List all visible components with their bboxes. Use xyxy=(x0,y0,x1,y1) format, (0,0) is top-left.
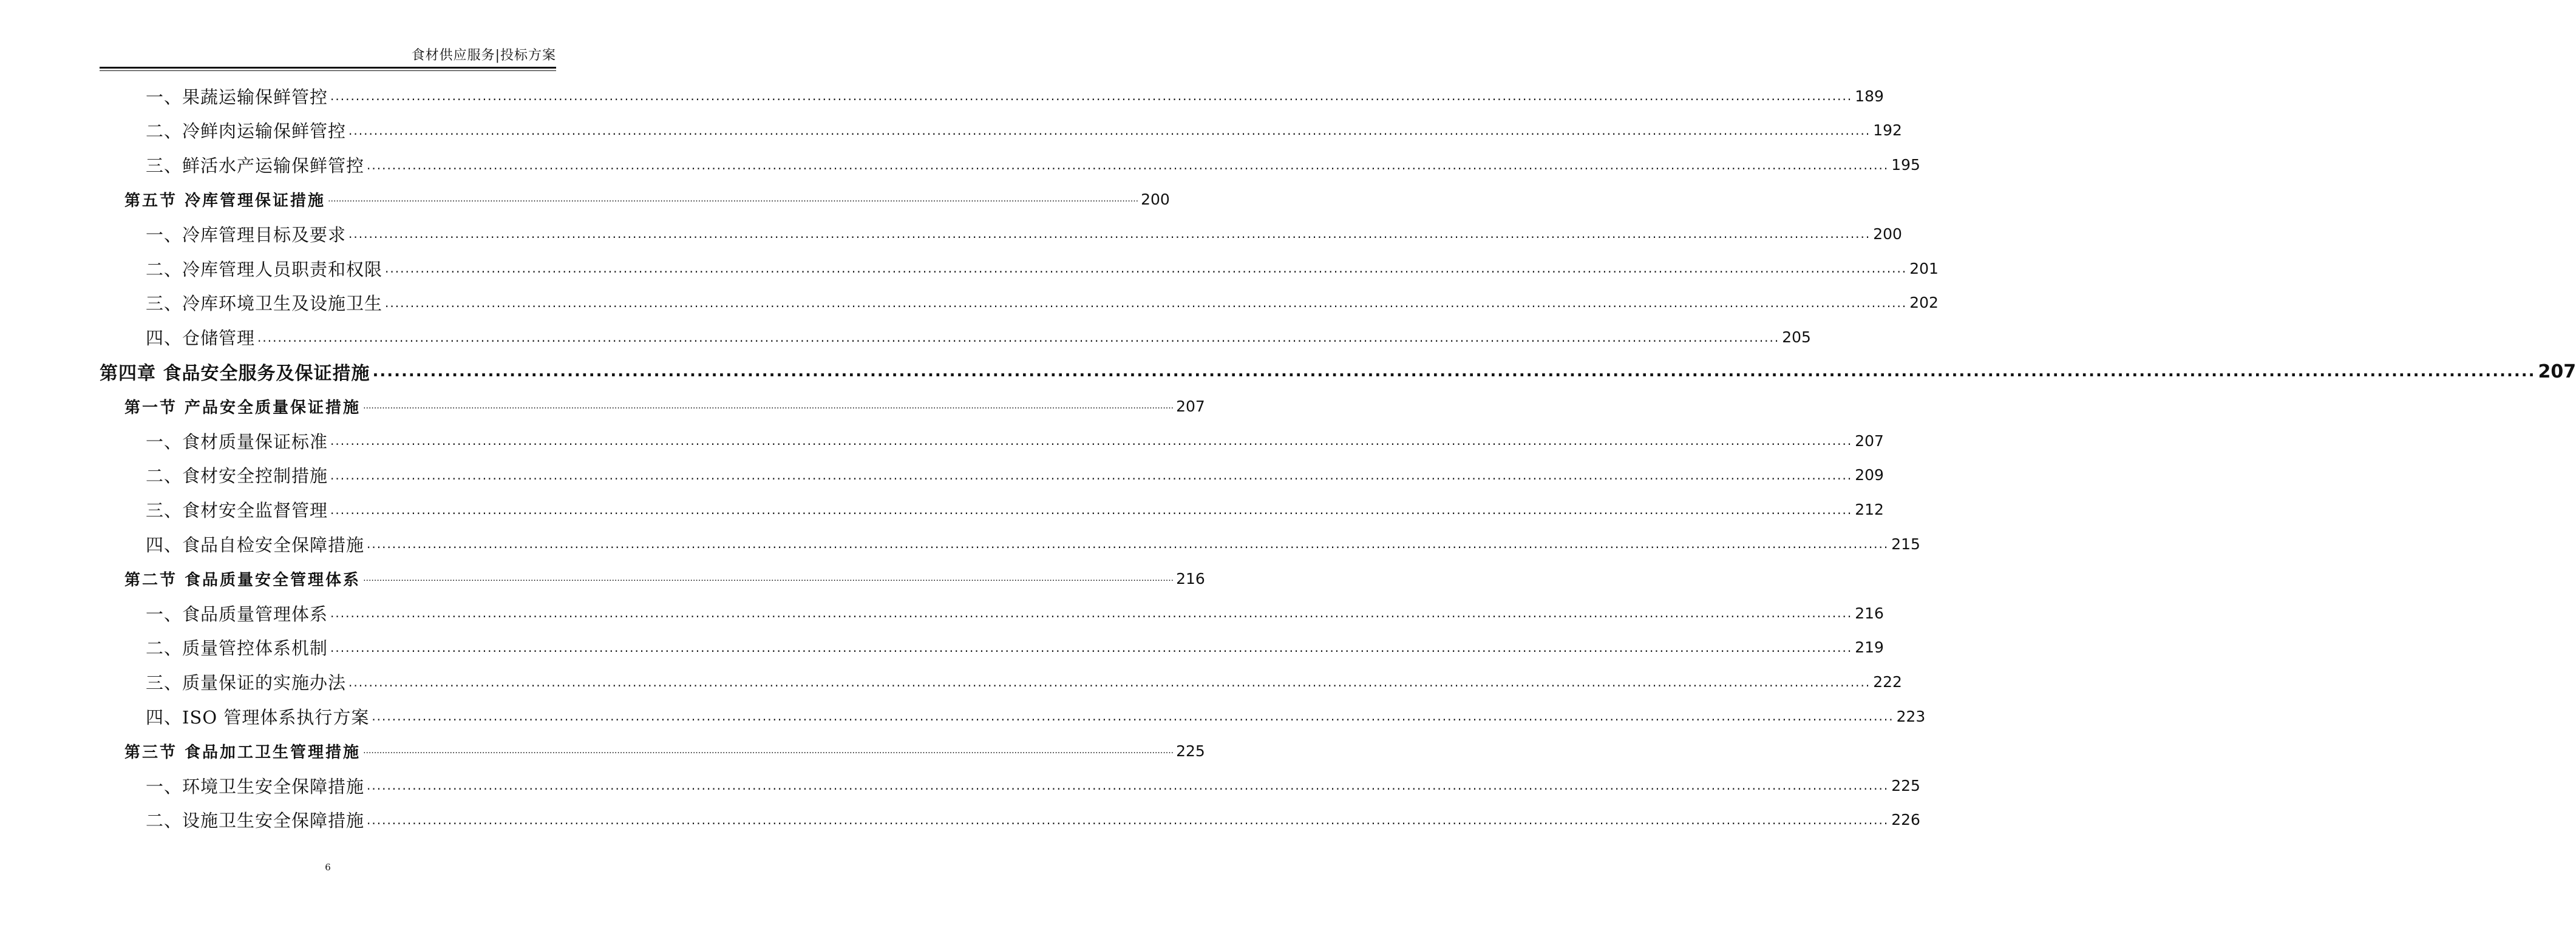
toc-entry[interactable] xyxy=(146,527,1920,561)
toc-entry[interactable] xyxy=(124,561,1205,595)
toc-entry[interactable] xyxy=(146,665,1902,699)
toc-entry-page-number: 219 xyxy=(1855,638,1884,657)
toc-entry-page-number: 205 xyxy=(1782,328,1811,347)
toc-entry-label: 四、食品自检安全保障措施 xyxy=(146,534,365,555)
toc-entry-page-number: 189 xyxy=(1855,87,1884,105)
running-header-title: 食材供应服务|投标方案 xyxy=(411,48,556,63)
toc-entry-page-number: 207 xyxy=(2538,361,2576,382)
toc-entry[interactable] xyxy=(124,389,1205,423)
toc-dot-leader: ............................................................................................................................................................................................................................................................................................................ xyxy=(328,194,1139,205)
toc-entry[interactable] xyxy=(146,596,1884,630)
toc-entry-label: 一、食材质量保证标准 xyxy=(146,431,328,452)
header-rule-thin xyxy=(100,70,556,71)
toc-entry[interactable] xyxy=(146,113,1902,147)
toc-entry-page-number: 209 xyxy=(1855,466,1884,484)
toc-entry-page-number: 200 xyxy=(1141,190,1170,208)
toc-dot-leader: ............................................................................................................................................................................................................................................................................................................ xyxy=(363,574,1174,584)
toc-dot-leader: ............................................................................................................................................................................................................................................................................................................ xyxy=(330,89,1853,103)
toc-entry-label: 二、食材安全控制措施 xyxy=(146,466,328,487)
toc-entry-page-number: 222 xyxy=(1873,673,1902,691)
toc-entry-label: 第一节 产品安全质量保证措施 xyxy=(124,398,361,417)
toc-entry-page-number: 226 xyxy=(1891,811,1920,829)
toc-entry-page-number: 200 xyxy=(1873,225,1902,243)
toc-entry-page-number: 207 xyxy=(1176,397,1205,415)
toc-entry-label: 二、质量管控体系机制 xyxy=(146,638,328,659)
toc-dot-leader: ............................................................................................................................................................................................................................................................................................................ xyxy=(257,330,1780,345)
toc-entry-page-number: 192 xyxy=(1873,121,1902,140)
toc-entry-page-number: 201 xyxy=(1909,259,1939,277)
toc-entry[interactable] xyxy=(146,320,1811,354)
toc-dot-leader: ............................................................................................................................................................................................................................................................................................................ xyxy=(330,502,1853,517)
toc-entry[interactable] xyxy=(146,768,1920,802)
toc-entry[interactable] xyxy=(146,631,1884,665)
toc-dot-leader: ............................................................................................................................................................................................................................................................................................................ xyxy=(367,812,1889,827)
toc-entry[interactable] xyxy=(124,182,1170,216)
toc-entry-page-number: 215 xyxy=(1891,535,1920,553)
toc-entry-label: 三、质量保证的实施办法 xyxy=(146,672,347,694)
toc-entry-label: 四、ISO 管理体系执行方案 xyxy=(146,706,370,728)
toc-entry[interactable] xyxy=(146,699,1926,733)
toc-entry[interactable] xyxy=(124,734,1205,768)
toc-entry-label: 二、冷鲜肉运输保鲜管控 xyxy=(146,121,347,142)
toc-dot-leader: ............................................................................................................................................................................................................................................................................................................ xyxy=(385,295,1908,310)
toc-dot-leader: ............................................................................................................................................................................................................................................................................................................ xyxy=(348,674,1871,689)
toc-entry-label: 第四章 食品安全服务及保证措施 xyxy=(100,363,370,385)
toc-entry-label: 二、设施卫生安全保障措施 xyxy=(146,810,365,831)
toc-entry[interactable] xyxy=(146,79,1884,113)
toc-dot-leader: ............................................................................................................................................................................................................................................................................................................ xyxy=(330,467,1853,483)
toc-entry[interactable] xyxy=(146,286,1939,320)
toc-entry-page-number: 223 xyxy=(1896,707,1926,725)
toc-dot-leader: ............................................................................................................................................................................................................................................................................................................ xyxy=(348,226,1871,242)
toc-dot-leader: ............................................................................................................................................................................................................................................................................................................ xyxy=(348,123,1871,138)
toc-entry-label: 四、仓储管理 xyxy=(146,328,256,349)
toc-entry-page-number: 212 xyxy=(1855,501,1884,519)
page-number: 6 xyxy=(325,862,331,873)
toc-dot-leader: ............................................................................................................................................................................................................................................................................................................ xyxy=(330,640,1853,655)
toc-entry-label: 三、冷库环境卫生及设施卫生 xyxy=(146,293,383,314)
toc-dot-leader: ............................................................................................................................................................................................................................................................................................................ xyxy=(367,537,1889,552)
toc-entry-label: 第五节 冷库管理保证措施 xyxy=(124,191,326,210)
toc-dot-leader: ............................................................................................................................................................................................................................................................................................................ xyxy=(363,401,1174,412)
toc-entry-label: 三、食材安全监督管理 xyxy=(146,500,328,521)
toc-entry-page-number: 207 xyxy=(1855,432,1884,450)
toc-dot-leader: ............................................................................................................................................................................................................................................................................................................ xyxy=(367,157,1889,172)
toc-dot-leader: ............................................................................................................................................................................................................................................................................................................ xyxy=(372,709,1894,724)
toc-entry-label: 三、鲜活水产运输保鲜管控 xyxy=(146,155,365,177)
toc-entry-page-number: 225 xyxy=(1176,742,1205,760)
toc-entry-page-number: 195 xyxy=(1891,156,1920,174)
toc-entry[interactable] xyxy=(146,148,1920,182)
toc-entry[interactable] xyxy=(146,493,1884,527)
toc-dot-leader: ............................................................................................................................................................................................................................................................................................................ xyxy=(385,261,1908,276)
toc-entry-page-number: 216 xyxy=(1855,604,1884,622)
toc-entry-label: 二、冷库管理人员职责和权限 xyxy=(146,259,383,280)
toc-entry-label: 第三节 食品加工卫生管理措施 xyxy=(124,743,361,762)
toc-entry-page-number: 225 xyxy=(1891,776,1920,794)
toc-entry-label: 一、冷库管理目标及要求 xyxy=(146,224,347,245)
toc-entry-label: 一、食品质量管理体系 xyxy=(146,603,328,625)
toc-dot-leader: ............................................................................................................................................................................................................................................................................................................ xyxy=(330,606,1853,620)
toc-entry-label: 一、环境卫生安全保障措施 xyxy=(146,776,365,797)
toc-dot-leader: ............................................................................................................................................................................................................................................................................................................ xyxy=(330,433,1853,448)
toc-entry-label: 一、果蔬运输保鲜管控 xyxy=(146,86,328,107)
toc-entry[interactable] xyxy=(146,803,1920,837)
toc-entry-page-number: 202 xyxy=(1909,294,1939,312)
toc-dot-leader: ............................................................................................................................................................................................................................................................................................................ xyxy=(363,746,1174,756)
toc-entry-page-number: 216 xyxy=(1176,569,1205,588)
toc-entry[interactable] xyxy=(100,354,2576,388)
toc-entry[interactable] xyxy=(146,424,1884,458)
toc-entry[interactable] xyxy=(146,251,1939,285)
toc-entry[interactable] xyxy=(146,458,1884,492)
toc-dot-leader: ............................................................................................................................................................................................................................................................................................................ xyxy=(372,362,2536,381)
toc-dot-leader: ............................................................................................................................................................................................................................................................................................................ xyxy=(367,778,1889,793)
toc-entry-label: 第二节 食品质量安全管理体系 xyxy=(124,571,361,589)
toc-entry[interactable] xyxy=(146,217,1902,251)
header-rule-thick xyxy=(100,67,556,69)
